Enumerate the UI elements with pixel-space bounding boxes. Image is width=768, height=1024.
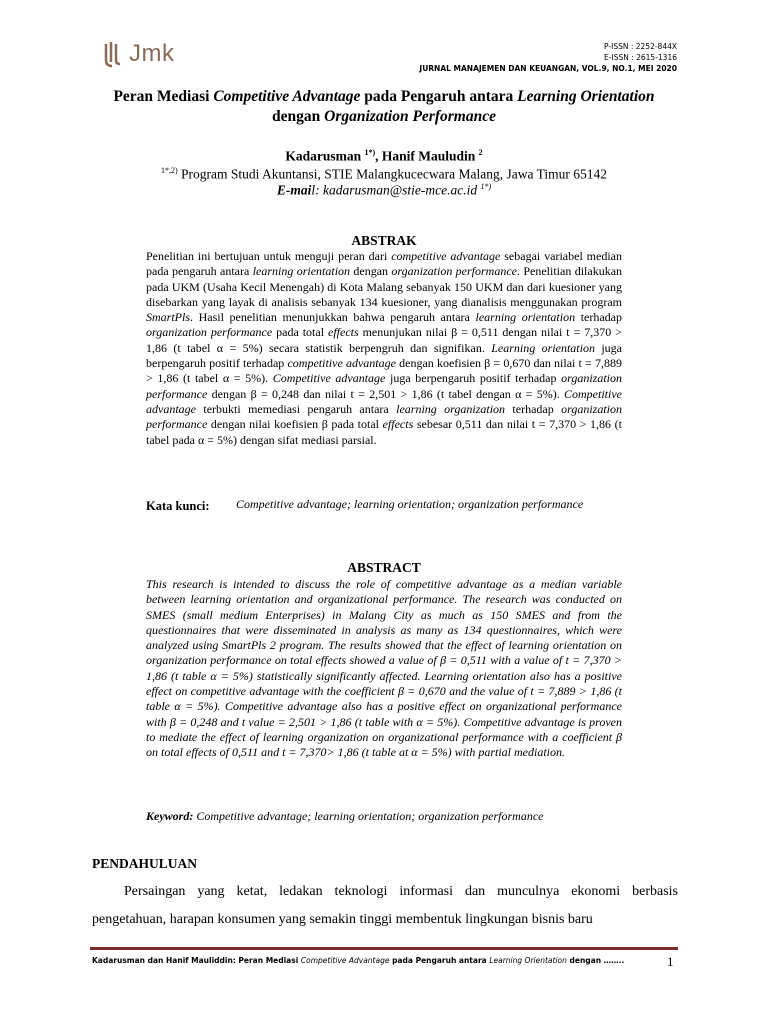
intro-paragraph: Persaingan yang ketat, ledakan teknologi informasi dan munculnya ekonomi berbasis pengetahuan, harapan konsumen yang semakin tinggi membentuk lingkungan bisnis baru — [92, 884, 678, 927]
title-part: pada Pengaruh antara — [360, 88, 518, 105]
authors — [80, 148, 688, 165]
abstrak-run: sebagai variabel median pada pengaruh antara — [146, 249, 622, 279]
abstrak-run: terhadap — [575, 310, 623, 325]
abstrak-run: organization performance — [391, 264, 517, 279]
author-2: Hanif Mauludin — [381, 148, 479, 164]
abstrak-run: dengan koefisien β = 0,670 dan nilai t = 7,889 > 1,86 (t tabel α = 5%). — [146, 356, 622, 386]
title-part: Learning Orientation — [517, 88, 655, 105]
abstrak-run: dengan nilai koefisien β pada total — [207, 417, 383, 432]
footer-part: Kadarusman dan Hanif Mauliddin: Peran Mediasi — [92, 956, 301, 965]
logo-mark-icon — [102, 40, 124, 68]
eissn: E-ISSN : 2615-1316 — [604, 53, 677, 62]
abstrak-run: . Penelitian dilakukan pada UKM (Usaha Kecil Menengah) di Kota Malang sebanyak 150 UKM dan dari kuesioner yang disebarkan yang layak di analisis sebanyak 134 kuesioner, yang dianalisis menggunakan program — [146, 264, 623, 309]
email-address[interactable]: l: kadarusman@stie-mce.ac.id — [311, 182, 481, 198]
email-sup: 1*) — [480, 182, 492, 191]
abstrak-run: organization performance — [146, 325, 273, 340]
journal-name: JURNAL MANAJEMEN DAN KEUANGAN, VOL.9, NO.1, MEI 2020 — [419, 64, 677, 73]
abstrak-run: dengan β = 0,248 dan nilai t = 2,501 > 1,86 (t tabel dengan α = 5%). — [207, 386, 565, 401]
abstract-heading: ABSTRACT — [347, 560, 421, 575]
abstrak-body — [146, 249, 622, 448]
abstrak-run: competitive advantage — [391, 249, 501, 263]
abstract-body: This research is intended to discuss the role of competitive advantage as a median variable between learning orientation and organizational performance. The research was conducted on SMES (small medium Enterprises) in Malang City as much as 150 SMES and from the questionnaires that were disseminated in analysis as many as 134 questionnaires, which were analyzed using SmartPls 2 program. The results showed that the effect of learning orientation on organization performance on total effects showed a value of β = 0,511 with a value of t = 7,370 > 1,86 (t table α = 5%) statistically significantly affected. Learning orientation also has a positive effect on competitive advantage with the coefficient β = 0,670 and the value of t = 7,889 > 1,86 (t table α = 5%). Competitive advantage also has a positive effect on organizational performance with β = 0,248 and t value = 2,501 > 1,86 (t table with α = 5%). Competitive advantage is proven to mediate the effect of learning organization on organizational performance with a coefficient β on total effects of 0,511 and t = 7,370> 1,86 (t table at α = 5%) with partial mediation. — [146, 577, 622, 760]
title-part: Peran Mediasi — [113, 88, 214, 105]
keyword-label: Keyword: — [146, 809, 194, 823]
affiliation — [80, 166, 688, 183]
abstrak-run: Learning orientation — [491, 340, 595, 355]
abstrak-run: juga berpengaruh positif terhadap — [146, 340, 622, 371]
abstrak-run: juga berpengaruh positif terhadap — [385, 371, 562, 386]
abstrak-run: competitive advantage — [287, 356, 396, 371]
author-1: Kadarusman — [285, 148, 365, 164]
logo-text: Jmk — [129, 40, 175, 67]
abstrak-run: SmartPls — [146, 310, 191, 325]
page-number: 1 — [667, 954, 674, 969]
abstrak-run: dengan — [350, 264, 392, 279]
keyword — [146, 809, 544, 824]
abstrak-run: pada total — [272, 325, 328, 340]
author-1-sup: 1*) — [364, 148, 376, 157]
kata-kunci-label: Kata kunci: — [146, 499, 210, 513]
running-footer — [92, 956, 624, 965]
abstrak-run: Competitive advantage — [146, 386, 622, 416]
abstrak-run: effects — [328, 325, 359, 340]
section-heading-pendahuluan: PENDAHULUAN — [92, 856, 198, 871]
title-part: dengan — [272, 108, 325, 125]
email — [80, 182, 688, 199]
issn-block — [419, 41, 677, 74]
footer-part: pada Pengaruh antara — [389, 956, 490, 965]
journal-logo — [102, 40, 175, 68]
author-2-sup: 2 — [478, 148, 483, 157]
abstrak-heading: ABSTRAK — [351, 233, 417, 248]
affil-text: Program Studi Akuntansi, STIE Malangkucecwara Malang, Jawa Timur 65142 — [177, 166, 607, 182]
title-part: Competitive Advantage — [213, 88, 361, 105]
pissn: P-ISSN : 2252-844X — [604, 42, 677, 51]
abstrak-run: learning orientation — [475, 310, 576, 325]
abstrak-run: effects — [382, 417, 414, 432]
abstrak-run: learning orientation — [252, 264, 351, 279]
footer-rule — [90, 947, 678, 950]
abstrak-run: organization performance — [146, 401, 623, 432]
paper-title — [80, 87, 688, 127]
footer-part: dengan …….. — [566, 956, 625, 965]
abstrak-run: terhadap — [505, 401, 562, 416]
abstrak-run: learning organization — [396, 401, 506, 416]
abstrak-run: . Hasil penelitian menunjukkan bahwa pengaruh antara — [190, 310, 476, 325]
email-label: E-mai — [276, 182, 312, 198]
abstrak-run: organization performance — [146, 371, 622, 401]
footer-part: Learning Orientation — [489, 956, 567, 965]
kata-kunci-text: Competitive advantage; learning orientation; organization performance — [236, 497, 584, 511]
abstrak-run: Penelitian ini bertujuan untuk menguji peran dari — [146, 249, 392, 263]
keyword-text: Competitive advantage; learning orientation; organization performance — [193, 809, 544, 823]
footer-part: Competitive Advantage — [300, 956, 390, 965]
abstrak-run: menunjukan nilai β = 0,511 dengan nilai t = 7,370 > 1,86 (t tabel α = 5%) secara statistik berpengruh dan signifikan. — [146, 325, 622, 355]
abstrak-run: terbukti memediasi pengaruh antara — [196, 401, 397, 416]
abstrak-run: sebesar 0,511 dan nilai t = 7,370 > 1,86 (t tabel pada α = 5%) dengan sifat mediasi parsial. — [146, 417, 622, 447]
author-sep: , — [375, 148, 382, 164]
title-part: Organization Performance — [324, 108, 496, 125]
abstrak-run: Competitive advantage — [272, 371, 386, 386]
affil-sup: 1*,2) — [161, 166, 178, 175]
